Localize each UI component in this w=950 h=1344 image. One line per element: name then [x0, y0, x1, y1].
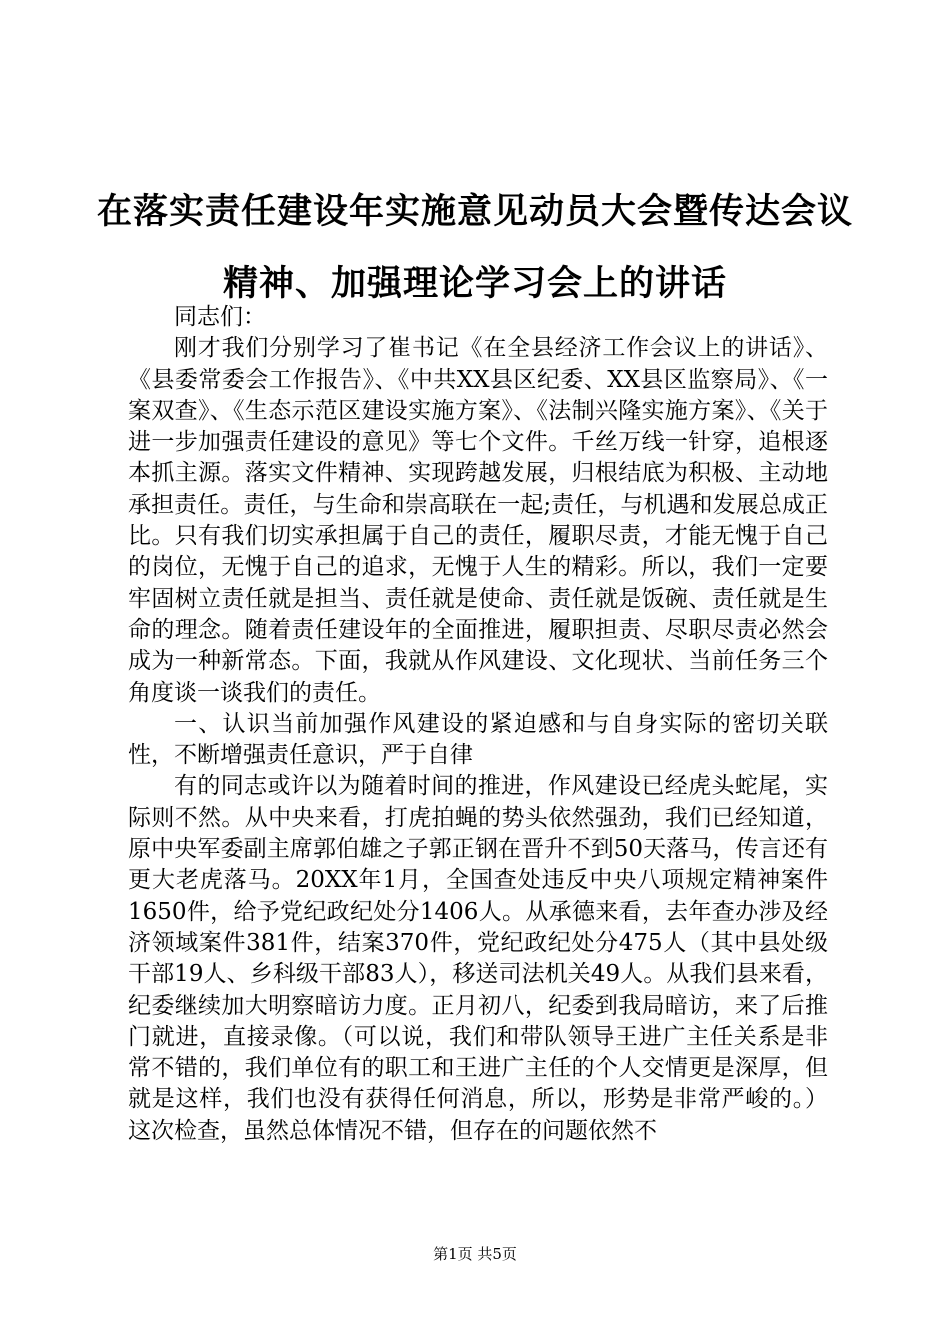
body-paragraph: 刚才我们分别学习了崔书记《在全县经济工作会议上的讲话》、《县委常委会工作报告》、《中共XX县区纪委、XX县区监察局》、《一案双查》、《生态示范区建设实施方案》、《法制兴隆实施方案》、《关于进一步加强责任建设的意见》等七个文件。千丝万线一针穿，追根逐本抓主源。落实文件精神、实现跨越发展，归根结底为积极、主动地承担责任。责任，与生命和崇高联在一起;责任，与机遇和发展总成正比。只有我们切实承担属于自己的责任，履职尽责，才能无愧于自己的岗位，无愧于自己的追求，无愧于人生的精彩。所以，我们一定要牢固树立责任就是担当、责任就是使命、责任就是饭碗、责任就是生命的理念。随着责任建设年的全面推进，履职担责、尽职尽责必然会成为一种新常态。下面，我就从作风建设、文化现状、当前任务三个角度谈一谈我们的责任。	[128, 335, 828, 706]
page-number-footer: 第1页 共5页	[433, 1245, 517, 1263]
salutation-paragraph: 同志们：	[174, 304, 266, 330]
section-heading-paragraph: 一、认识当前加强作风建设的紧迫感和与自身实际的密切关联性，不断增强责任意识，严于自律	[128, 710, 828, 769]
document-body	[128, 302, 828, 1147]
document-title: 在落实责任建设年实施意见动员大会暨传达会议精神、加强理论学习会上的讲话	[96, 191, 853, 304]
body-paragraph: 有的同志或许以为随着时间的推进，作风建设已经虎头蛇尾，实际则不然。从中央来看，打虎拍蝇的势头依然强劲，我们已经知道，原中央军委副主席郭伯雄之子郭正钢在晋升不到50天落马，传言还有更大老虎落马。20XX年1月，全国查处违反中央八项规定精神案件1650件，给予党纪政纪处分1406人。从承德来看，去年查办涉及经济领域案件381件，结案370件，党纪政纪处分475人（其中县处级干部19人、乡科级干部83人），移送司法机关49人。从我们县来看，纪委继续加大明察暗访力度。正月初八，纪委到我局暗访，来了后推门就进，直接录像。（可以说，我们和带队领导王进广主任关系是非常不错的，我们单位有的职工和王进广主任的个人交情更是深厚，但就是这样，我们也没有获得任何消息，所以，形势是非常严峻的。）这次检查，虽然总体情况不错，但存在的问题依然不	[128, 773, 828, 1144]
